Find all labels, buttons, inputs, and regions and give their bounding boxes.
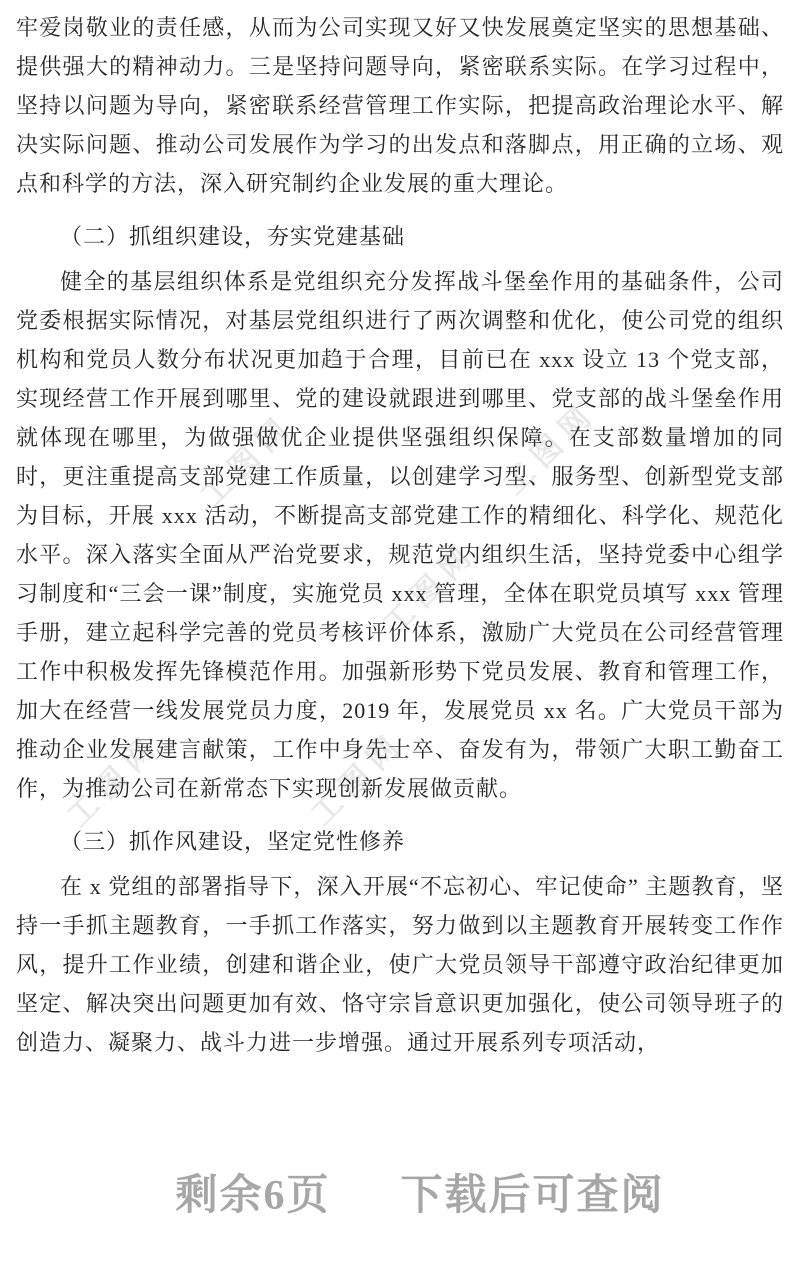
watermark-text: 工图网 xyxy=(376,534,485,643)
footer-note xyxy=(0,1172,800,1220)
download-hint: 下载后可查阅 xyxy=(400,1173,665,1219)
watermark-text: 工图网 xyxy=(193,406,302,515)
section-heading-2: （二）抓组织建设，夯实党建基础 xyxy=(60,224,406,249)
section-heading-3: （三）抓作风建设，坚定党性修养 xyxy=(60,829,406,854)
watermark-text: 工图网 xyxy=(304,724,413,833)
pages-remaining-label: 剩余6页 xyxy=(175,1173,331,1219)
body-paragraph-workstyle: 在 x 党组的部署指导下，深入开展“不忘初心、牢记使命” 主题教育，坚持一手抓主题教育，一手抓工作落实，努力做到以主题教育开展转变工作作风，提升工作业绩，创建和谐企业，使广大党员领导干部遵守政治纪律更加坚定、解决突出问题更加有效、恪守宗旨意识更加强化，使公司领导班子的创造力、凝聚力、战斗力进一步增强。通过开展系列专项活动， xyxy=(16,874,784,1055)
watermark-text: 工图网 xyxy=(496,394,605,503)
body-paragraph-organization: 健全的基层组织体系是党组织充分发挥战斗堡垒作用的基础条件，公司党委根据实际情况，对基层党组织进行了两次调整和优化，使公司党的组织机构和党员人数分布状况更加趋于合理，目前已在 xxx 设立 13 个党支部，实现经营工作开展到哪里、党的建设就跟进到哪里、党支部的战斗堡垒作用就体现在哪里，为做强做优企业提供坚强组织保障。在支部数量增加的同时，更注重提高支部党建工作质量，以创建学习型、服务型、创新型党支部为目标，开展 xxx 活动，不断提高支部党建工作的精细化、科学化、规范化水平。深入落实全面从严治党要求，规范党内组织生活，坚持党委中心组学习制度和“三会一课”制度，实施党员 xxx 管理，全体在职党员填写 xxx 管理手册，建立起科学完善的党员考核评价体系，激励广大党员在公司经营管理工作中积极发挥先锋模范作用。加强新形势下党员发展、教育和管理工作，加大在经营一线发展党员力度，2019 年，发展党员 xx 名。广大党员干部为推动企业发展建言献策，工作中身先士卒、奋发有为，带领广大职工勤奋工作，为推动公司在新常态下实现创新发展做贡献。 xyxy=(16,269,784,801)
watermark-text: 工图网 xyxy=(60,726,169,835)
body-paragraph-continuation: 牢爱岗敬业的责任感，从而为公司实现又好又快发展奠定坚实的思想基础、提供强大的精神动力。三是坚持问题导向，紧密联系实际。在学习过程中，坚持以问题为导向，紧密联系经营管理工作实际，把提高政治理论水平、解决实际问题、推动公司发展作为学习的出发点和落脚点，用正确的立场、观点和科学的方法，深入研究制约企业发展的重大理论。 xyxy=(16,15,784,196)
